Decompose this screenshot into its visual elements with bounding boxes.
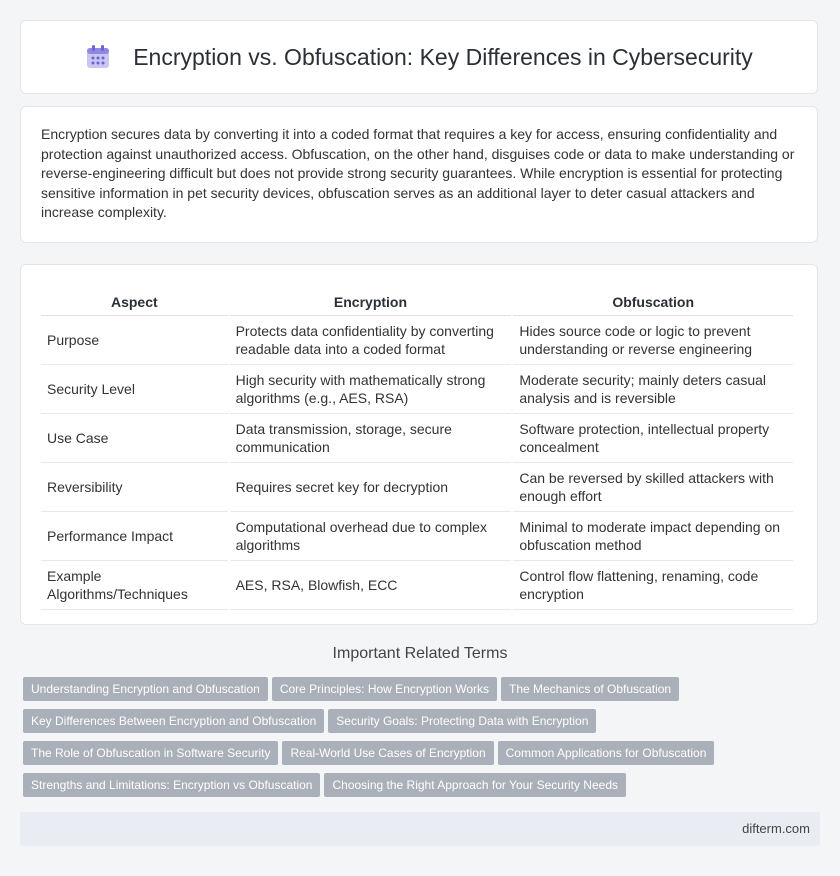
table-row — [41, 561, 793, 610]
related-term-tag[interactable]: The Mechanics of Obfuscation — [501, 677, 679, 701]
related-term-tag[interactable]: Core Principles: How Encryption Works — [272, 677, 497, 701]
related-term-tag[interactable]: The Role of Obfuscation in Software Security — [23, 741, 278, 765]
cell-obfuscation: Software protection, intellectual property concealment — [513, 414, 793, 463]
related-terms-title: Important Related Terms — [332, 645, 508, 662]
related-term-tag[interactable]: Choosing the Right Approach for Your Security Needs — [324, 773, 626, 797]
calendar-icon — [85, 44, 111, 70]
cell-obfuscation: Hides source code or logic to prevent understanding or reverse engineering — [513, 316, 793, 365]
table-header-row — [41, 283, 793, 316]
page-header — [20, 20, 818, 94]
related-term-tag[interactable]: Strengths and Limitations: Encryption vs Obfuscation — [23, 773, 320, 797]
cell-encryption: Requires secret key for decryption — [230, 463, 512, 512]
table-row — [41, 316, 793, 365]
table-row — [41, 463, 793, 512]
related-term-tag[interactable]: Key Differences Between Encryption and Obfuscation — [23, 709, 324, 733]
cell-encryption: Protects data confidentiality by converting readable data into a coded format — [230, 316, 512, 365]
table-row — [41, 365, 793, 414]
intro-paragraph: Encryption secures data by converting it into a coded format that requires a key for access, ensuring confidentiality and protection against unauthorized access. Obfuscation, on the other hand, disguises code or data to make understanding or reverse-engineering difficult but does not provide strong security guarantees. While encryption is essential for protecting sensitive information in pet security devices, obfuscation serves as an additional layer to deter casual attackers and increase complexity. — [20, 106, 818, 243]
cell-aspect: Use Case — [41, 414, 228, 463]
cell-aspect: Performance Impact — [41, 512, 228, 561]
cell-obfuscation: Moderate security; mainly deters casual analysis and is reversible — [513, 365, 793, 414]
cell-obfuscation: Can be reversed by skilled attackers with enough effort — [513, 463, 793, 512]
related-term-tag[interactable]: Common Applications for Obfuscation — [498, 741, 715, 765]
table-row — [41, 512, 793, 561]
comparison-card — [20, 264, 818, 625]
page-title: Encryption vs. Obfuscation: Key Differences in Cybersecurity — [133, 43, 753, 70]
cell-aspect: Security Level — [41, 365, 228, 414]
related-term-tag[interactable]: Understanding Encryption and Obfuscation — [23, 677, 268, 701]
footer-site-link[interactable]: difterm.com — [742, 821, 810, 836]
cell-encryption: Data transmission, storage, secure communication — [230, 414, 512, 463]
header-aspect: Aspect — [41, 283, 228, 316]
cell-encryption: High security with mathematically strong algorithms (e.g., AES, RSA) — [230, 365, 512, 414]
cell-obfuscation: Control flow flattening, renaming, code encryption — [513, 561, 793, 610]
related-term-tag[interactable]: Security Goals: Protecting Data with Encryption — [328, 709, 596, 733]
cell-obfuscation: Minimal to moderate impact depending on obfuscation method — [513, 512, 793, 561]
page-footer — [20, 812, 820, 846]
comparison-table — [39, 283, 795, 610]
cell-encryption: Computational overhead due to complex algorithms — [230, 512, 512, 561]
cell-aspect: Reversibility — [41, 463, 228, 512]
table-row — [41, 414, 793, 463]
cell-aspect: Purpose — [41, 316, 228, 365]
related-terms-list — [23, 677, 823, 805]
cell-encryption: AES, RSA, Blowfish, ECC — [230, 561, 512, 610]
related-term-tag[interactable]: Real-World Use Cases of Encryption — [282, 741, 493, 765]
cell-aspect: Example Algorithms/Techniques — [41, 561, 228, 610]
header-obfuscation: Obfuscation — [513, 283, 793, 316]
header-encryption: Encryption — [230, 283, 512, 316]
